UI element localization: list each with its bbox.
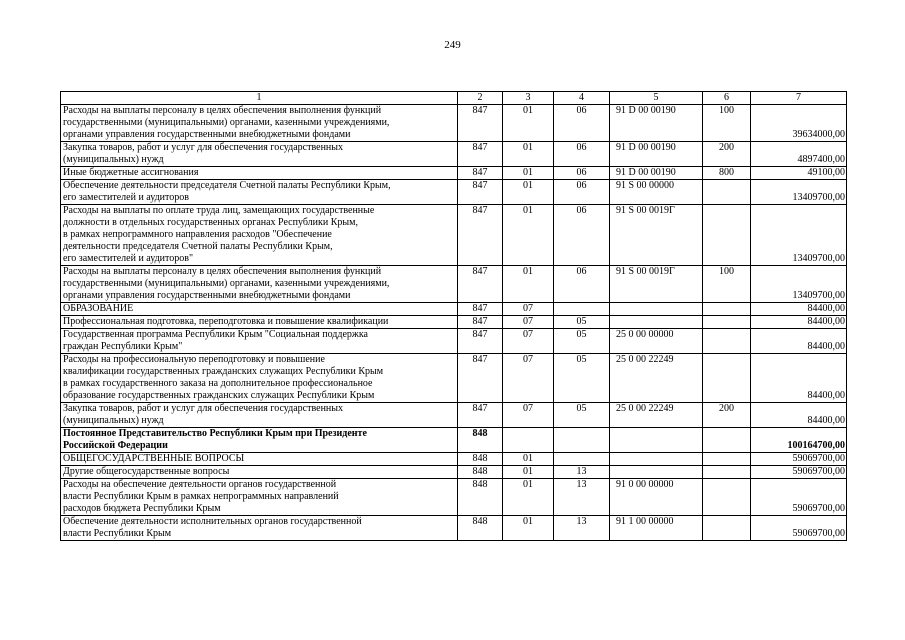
section-code-cell: 01 — [503, 105, 554, 142]
amount-cell: 59069700,00 — [751, 479, 847, 516]
subsection-code-cell: 06 — [554, 180, 610, 205]
subsection-code-cell: 06 — [554, 167, 610, 180]
expense-type-cell: 100 — [703, 266, 751, 303]
admin-code-cell: 847 — [458, 105, 503, 142]
amount-cell: 84400,00 — [751, 316, 847, 329]
admin-code-cell: 848 — [458, 479, 503, 516]
row-name-line: Обеспечение деятельности исполнительных органов государственной — [63, 516, 362, 527]
row-name-line: его заместителей и аудиторов — [63, 192, 189, 203]
row-name-line: ОБЩЕГОСУДАРСТВЕННЫЕ ВОПРОСЫ — [63, 453, 245, 464]
target-article-cell: 91 D 00 00190 — [610, 142, 703, 167]
expense-type-cell — [703, 303, 751, 316]
subsection-code-cell: 13 — [554, 466, 610, 479]
row-name-line: Иные бюджетные ассигнования — [63, 167, 199, 178]
target-article-cell — [610, 303, 703, 316]
amount-cell: 49100,00 — [751, 167, 847, 180]
expense-type-cell — [703, 479, 751, 516]
expense-type-cell — [703, 316, 751, 329]
row-name-line: ОБРАЗОВАНИЕ — [63, 303, 134, 314]
section-code-cell: 01 — [503, 180, 554, 205]
target-article-cell: 25 0 00 00000 — [610, 329, 703, 354]
table-row — [61, 303, 847, 316]
table-row — [61, 316, 847, 329]
admin-code-cell: 847 — [458, 180, 503, 205]
table-row — [61, 266, 847, 303]
target-article-cell: 91 D 00 00190 — [610, 167, 703, 180]
row-name-line: Государственная программа Республики Крым "Социальная поддержка — [63, 329, 368, 340]
admin-code-cell: 847 — [458, 329, 503, 354]
row-name-line: Постоянное Представительство Республики Крым при Президенте — [63, 428, 367, 439]
expense-type-cell — [703, 466, 751, 479]
row-name-line: государственными (муниципальными) органами, казенными учреждениями, — [63, 117, 390, 128]
table-row — [61, 354, 847, 403]
row-name — [61, 205, 458, 266]
table-row — [61, 142, 847, 167]
row-name-line: в рамках непрограммного направления расходов "Обеспечение — [63, 229, 332, 240]
section-code-cell: 01 — [503, 466, 554, 479]
expense-type-cell: 200 — [703, 403, 751, 428]
table-row — [61, 403, 847, 428]
admin-code-cell: 847 — [458, 303, 503, 316]
expense-type-cell: 200 — [703, 142, 751, 167]
table-row — [61, 105, 847, 142]
row-name-line: Обеспечение деятельности председателя Счетной палаты Республики Крым, — [63, 180, 391, 191]
admin-code-cell: 848 — [458, 428, 503, 453]
row-name-line: Профессиональная подготовка, переподготовка и повышение квалификации — [63, 316, 389, 327]
expense-type-cell — [703, 453, 751, 466]
header-cell-2: 2 — [458, 92, 503, 105]
row-name — [61, 180, 458, 205]
row-name-line: Другие общегосударственные вопросы — [63, 466, 230, 477]
row-name-line: (муниципальных) нужд — [63, 154, 164, 165]
row-name — [61, 479, 458, 516]
amount-cell: 13409700,00 — [751, 180, 847, 205]
subsection-code-cell: 06 — [554, 266, 610, 303]
row-name-line: Закупка товаров, работ и услуг для обеспечения государственных — [63, 142, 344, 153]
row-name-line: органами управления государственными внебюджетными фондами — [63, 290, 351, 301]
row-name — [61, 516, 458, 541]
subsection-code-cell: 06 — [554, 142, 610, 167]
row-name-line: расходов бюджета Республики Крым — [63, 503, 221, 514]
section-code-cell: 01 — [503, 167, 554, 180]
table-row — [61, 479, 847, 516]
admin-code-cell: 848 — [458, 453, 503, 466]
section-code-cell: 01 — [503, 479, 554, 516]
amount-cell: 84400,00 — [751, 403, 847, 428]
amount-cell: 59069700,00 — [751, 453, 847, 466]
header-cell-4: 4 — [554, 92, 610, 105]
subsection-code-cell: 05 — [554, 329, 610, 354]
row-name-line: Расходы на профессиональную переподготовку и повышение — [63, 354, 325, 365]
section-code-cell: 07 — [503, 303, 554, 316]
target-article-cell: 91 S 00 0019Г — [610, 266, 703, 303]
expense-type-cell — [703, 516, 751, 541]
subsection-code-cell: 06 — [554, 105, 610, 142]
subsection-code-cell: 05 — [554, 354, 610, 403]
target-article-cell: 91 1 00 00000 — [610, 516, 703, 541]
target-article-cell — [610, 428, 703, 453]
row-name-line: Расходы на обеспечение деятельности органов государственной — [63, 479, 337, 490]
row-name-line: Закупка товаров, работ и услуг для обеспечения государственных — [63, 403, 344, 414]
expense-type-cell — [703, 180, 751, 205]
subsection-code-cell: 05 — [554, 403, 610, 428]
section-code-cell: 07 — [503, 316, 554, 329]
header-cell-5: 5 — [610, 92, 703, 105]
subsection-code-cell: 13 — [554, 479, 610, 516]
row-name-line: граждан Республики Крым" — [63, 341, 183, 352]
table-row — [61, 167, 847, 180]
row-name-line: квалификации государственных гражданских служащих Республики Крым — [63, 366, 384, 377]
subsection-code-cell — [554, 453, 610, 466]
row-name-line: его заместителей и аудиторов" — [63, 253, 194, 264]
row-name-line: Российской Федерации — [63, 440, 168, 451]
section-code-cell: 07 — [503, 354, 554, 403]
section-code-cell: 01 — [503, 142, 554, 167]
section-code-cell: 07 — [503, 329, 554, 354]
table-row — [61, 516, 847, 541]
amount-cell: 39634000,00 — [751, 105, 847, 142]
target-article-cell: 91 S 00 00000 — [610, 180, 703, 205]
row-name — [61, 466, 458, 479]
section-code-cell: 07 — [503, 403, 554, 428]
row-name-line: власти Республики Крым в рамках непрограммных направлений — [63, 491, 339, 502]
row-name — [61, 453, 458, 466]
row-name-line: органами управления государственными внебюджетными фондами — [63, 129, 351, 140]
target-article-cell — [610, 466, 703, 479]
table-row — [61, 466, 847, 479]
expense-type-cell — [703, 329, 751, 354]
admin-code-cell: 847 — [458, 142, 503, 167]
target-article-cell: 91 D 00 00190 — [610, 105, 703, 142]
section-code-cell — [503, 428, 554, 453]
row-name-line: Расходы на выплаты по оплате труда лиц, замещающих государственные — [63, 205, 375, 216]
expense-type-cell — [703, 428, 751, 453]
table-header-row — [61, 92, 847, 105]
row-name — [61, 167, 458, 180]
table-row — [61, 205, 847, 266]
row-name-line: в рамках государственного заказа на дополнительное профессиональное — [63, 378, 373, 389]
subsection-code-cell — [554, 428, 610, 453]
expense-type-cell: 100 — [703, 105, 751, 142]
row-name-line: образование государственных гражданских служащих Республики Крым — [63, 390, 375, 401]
row-name — [61, 354, 458, 403]
amount-cell: 84400,00 — [751, 354, 847, 403]
subsection-code-cell: 05 — [554, 316, 610, 329]
row-name-line: должности в отдельных государственных органах Республики Крым, — [63, 217, 358, 228]
admin-code-cell: 847 — [458, 266, 503, 303]
target-article-cell — [610, 316, 703, 329]
page-number: 249 — [444, 39, 461, 51]
amount-cell: 4897400,00 — [751, 142, 847, 167]
row-name-line: деятельности председателя Счетной палаты Республики Крым, — [63, 241, 333, 252]
target-article-cell: 25 0 00 22249 — [610, 403, 703, 428]
subsection-code-cell — [554, 303, 610, 316]
row-name — [61, 142, 458, 167]
expense-type-cell — [703, 354, 751, 403]
amount-cell: 59069700,00 — [751, 466, 847, 479]
header-cell-3: 3 — [503, 92, 554, 105]
section-code-cell: 01 — [503, 516, 554, 541]
header-cell-1: 1 — [61, 92, 458, 105]
target-article-cell: 91 0 00 00000 — [610, 479, 703, 516]
expense-type-cell — [703, 205, 751, 266]
section-code-cell: 01 — [503, 205, 554, 266]
amount-cell: 84400,00 — [751, 329, 847, 354]
amount-cell: 59069700,00 — [751, 516, 847, 541]
admin-code-cell: 847 — [458, 316, 503, 329]
subsection-code-cell: 06 — [554, 205, 610, 266]
row-name — [61, 303, 458, 316]
amount-cell: 84400,00 — [751, 303, 847, 316]
row-name-line: (муниципальных) нужд — [63, 415, 164, 426]
amount-cell: 13409700,00 — [751, 205, 847, 266]
admin-code-cell: 847 — [458, 205, 503, 266]
row-name-line: государственными (муниципальными) органами, казенными учреждениями, — [63, 278, 390, 289]
amount-cell: 100164700,00 — [751, 428, 847, 453]
budget-table — [60, 91, 847, 541]
target-article-cell — [610, 453, 703, 466]
section-code-cell: 01 — [503, 266, 554, 303]
amount-cell: 13409700,00 — [751, 266, 847, 303]
row-name — [61, 428, 458, 453]
table-row — [61, 329, 847, 354]
admin-code-cell: 847 — [458, 354, 503, 403]
table-row — [61, 453, 847, 466]
row-name — [61, 403, 458, 428]
admin-code-cell: 848 — [458, 466, 503, 479]
expense-type-cell: 800 — [703, 167, 751, 180]
target-article-cell: 91 S 00 0019Г — [610, 205, 703, 266]
table-row — [61, 428, 847, 453]
row-name — [61, 105, 458, 142]
target-article-cell: 25 0 00 22249 — [610, 354, 703, 403]
section-code-cell: 01 — [503, 453, 554, 466]
row-name — [61, 316, 458, 329]
row-name-line: Расходы на выплаты персоналу в целях обеспечения выполнения функций — [63, 266, 382, 277]
row-name-line: власти Республики Крым — [63, 528, 172, 539]
admin-code-cell: 847 — [458, 403, 503, 428]
admin-code-cell: 848 — [458, 516, 503, 541]
header-cell-6: 6 — [703, 92, 751, 105]
table-row — [61, 180, 847, 205]
subsection-code-cell: 13 — [554, 516, 610, 541]
row-name — [61, 266, 458, 303]
row-name — [61, 329, 458, 354]
admin-code-cell: 847 — [458, 167, 503, 180]
header-cell-7: 7 — [751, 92, 847, 105]
row-name-line: Расходы на выплаты персоналу в целях обеспечения выполнения функций — [63, 105, 382, 116]
